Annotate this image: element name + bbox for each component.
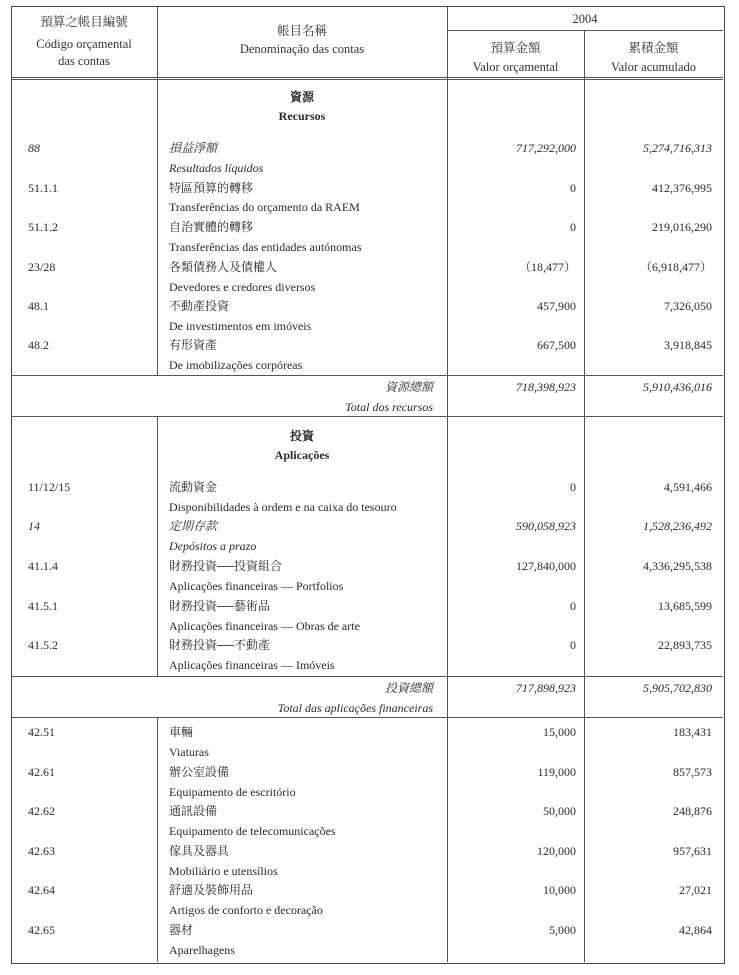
budget-value: 120,000 [537,844,576,858]
account-code: 51.1.2 [28,220,58,234]
accum-value: 3,918,845 [664,338,712,352]
row-divider [447,30,723,31]
account-name-zh: 有形資產 [169,338,218,352]
account-name-zh: 傢具及器具 [169,844,230,858]
accum-value: 1,528,236,492 [643,519,712,533]
section-title-zh: 資源 [289,90,314,104]
accum-header-zh: 累積金額 [628,41,679,55]
row-divider [11,676,723,677]
account-name-pt: Artigos de conforto e decoração [169,903,323,917]
accum-value: 857,573 [673,765,712,779]
account-name-zh: 車輛 [169,725,194,739]
account-code: 41.5.1 [28,599,58,613]
account-name-zh: 辦公室設備 [169,765,230,779]
account-name-zh: 自治實體的轉移 [169,220,254,234]
account-name-pt: De investimentos em imóveis [169,319,312,333]
budget-value: 127,840,000 [516,559,576,573]
budget-value: 590,058,923 [516,519,576,533]
section-title-pt: Recursos [278,109,326,123]
account-code: 41.1.4 [28,559,58,573]
row-divider [11,416,723,417]
account-name-pt: Aparelhagens [169,943,235,957]
accum-value: 27,021 [679,883,712,897]
accum-value: 5,274,716,313 [643,141,712,155]
budget-value: （18,477） [518,260,576,274]
accum-value: 4,336,295,538 [643,559,712,573]
budget-header-pt: Valor orçamental [472,60,559,74]
account-code: 42.61 [28,765,55,779]
budget-value: 119,000 [537,765,576,779]
account-name-zh: 不動產投資 [169,299,230,313]
budget-value: 457,900 [537,299,576,313]
account-name-zh: 定期存款 [169,519,218,533]
accum-value: 183,431 [673,725,712,739]
budget-value: 0 [570,181,576,195]
account-name-pt: De imobilizações corpóreas [169,358,303,372]
account-name-zh: 損益淨額 [169,141,218,155]
total-label-pt: Total das aplicações financeiras [277,701,433,715]
accum-value: 412,376,995 [652,181,712,195]
account-name-pt: Disponibilidades à ordem e na caixa do tesouro [169,500,397,514]
total-label-zh: 資源總額 [384,380,433,394]
account-name-zh: 特區預算的轉移 [169,181,254,195]
budget-value: 717,292,000 [516,141,576,155]
accum-header-pt: Valor acumulado [610,60,697,74]
account-name-zh: 財務投資──投資組合 [169,559,283,573]
account-name-zh: 通訊設備 [169,804,218,818]
account-name-pt: Aplicações financeiras — Imóveis [169,658,335,672]
section-title-pt: Aplicações [274,448,330,462]
account-name-pt: Aplicações financeiras — Obras de arte [169,619,360,633]
accum-value: 7,326,050 [664,299,712,313]
account-name-zh: 財務投資──不動產 [169,638,271,652]
total-label-pt: Total dos recursos [345,400,433,414]
name-header-zh: 帳目名稱 [276,24,327,38]
row-divider [11,79,723,80]
code-header-pt-2: das contas [58,54,110,68]
budget-value: 667,500 [537,338,576,352]
code-header-pt: Código orçamental [36,37,132,51]
accum-value: 22,893,735 [658,638,712,652]
account-code: 42.63 [28,844,55,858]
accum-value: 248,876 [673,804,712,818]
accum-value: 4,591,466 [664,480,712,494]
row-divider [11,717,723,718]
budget-value: 50,000 [543,804,576,818]
account-code: 88 [28,141,40,155]
budget-value: 0 [570,638,576,652]
row-divider [11,375,723,376]
account-name-pt: Transferências das entidades autónomas [169,240,362,254]
row-divider [11,77,723,78]
name-header-pt: Denominação das contas [239,42,365,56]
account-name-pt: Equipamento de escritório [169,785,296,799]
code-header-zh: 預算之帳目編號 [40,15,128,29]
budget-value: 0 [570,599,576,613]
account-name-pt: Transferências do orçamento da RAEM [169,200,360,214]
total-budget-value: 718,398,923 [516,380,576,394]
account-name-pt: Equipamento de telecomunicações [169,824,336,838]
account-code: 51.1.1 [28,181,58,195]
budget-value: 0 [570,220,576,234]
year-header: 2004 [572,12,598,26]
accum-value: （6,918,477） [639,260,712,274]
account-code: 41.5.2 [28,638,58,652]
col-divider [157,717,158,962]
total-label-zh: 投資總額 [384,681,433,695]
account-code: 23/28 [28,260,56,274]
account-name-pt: Mobiliário e utensílios [169,864,278,878]
account-name-zh: 財務投資──藝術品 [169,599,271,613]
account-name-pt: Devedores e credores diversos [169,280,316,294]
accum-value: 957,631 [673,844,712,858]
account-code: 11/12/15 [28,480,71,494]
total-accum-value: 5,910,436,016 [643,380,712,394]
accum-value: 42,864 [679,923,712,937]
total-accum-value: 5,905,702,830 [643,681,712,695]
account-name-zh: 舒適及裝飾用品 [169,883,254,897]
account-name-zh: 器材 [169,923,194,937]
account-name-zh: 各類債務人及債權人 [169,260,278,274]
account-code: 42.65 [28,923,55,937]
budget-value: 0 [570,480,576,494]
account-code: 42.51 [28,725,55,739]
account-code: 42.64 [28,883,55,897]
budget-header-zh: 預算金額 [490,41,541,55]
section-title-zh: 投資 [289,429,314,443]
account-code: 48.1 [28,299,49,313]
account-name-pt: Depósitos a prazo [169,539,257,553]
account-code: 48.2 [28,338,49,352]
budget-value: 15,000 [543,725,576,739]
account-name-pt: Resultados líquidos [169,161,264,175]
total-budget-value: 717,898,923 [516,681,576,695]
accum-value: 219,016,290 [652,220,712,234]
accum-value: 13,685,599 [658,599,712,613]
account-code: 14 [28,519,40,533]
col-divider [584,30,585,375]
account-code: 42.62 [28,804,55,818]
account-name-pt: Aplicações financeiras — Portfolios [169,579,344,593]
budget-value: 5,000 [549,923,576,937]
account-name-pt: Viaturas [169,745,209,759]
account-name-zh: 流動資金 [169,480,218,494]
budget-value: 10,000 [543,883,576,897]
